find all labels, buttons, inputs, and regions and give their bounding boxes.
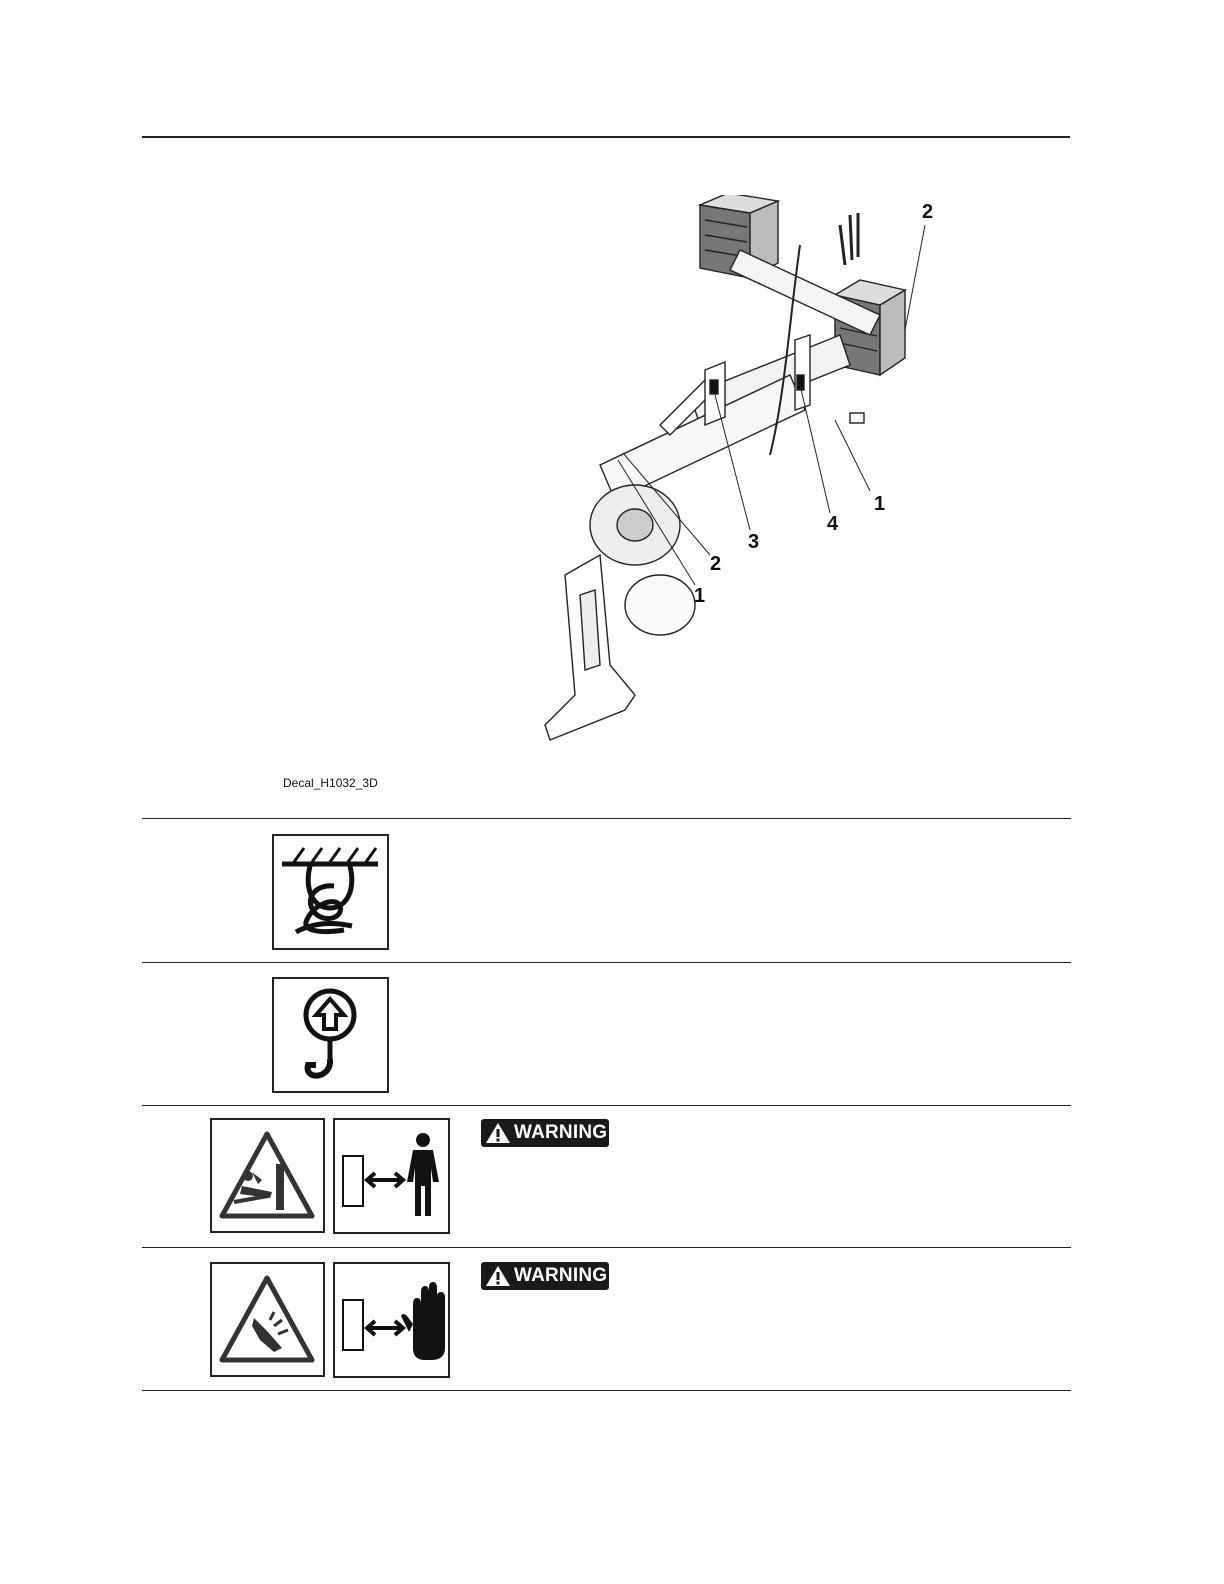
table-divider (142, 818, 1071, 819)
signal-word: WARNING (514, 1122, 608, 1143)
table-divider (142, 1105, 1071, 1106)
lifting-point-icon (272, 977, 389, 1093)
crush-hazard-icon (210, 1118, 325, 1233)
keep-away-person-icon (333, 1118, 450, 1234)
machine-illustration (540, 195, 960, 755)
warning-badge (481, 1119, 609, 1147)
signal-word: WARNING (514, 1265, 608, 1286)
alert-triangle-icon (485, 1265, 511, 1287)
alert-triangle-icon (485, 1122, 511, 1144)
figure-caption: Decal_H1032_3D (283, 776, 378, 790)
table-divider (142, 962, 1071, 963)
callout-label: 2 (710, 553, 722, 575)
keep-hands-away-icon (333, 1262, 450, 1378)
callout-label: 2 (922, 201, 934, 223)
warning-badge (481, 1262, 609, 1290)
callout-label: 1 (694, 585, 706, 607)
table-divider (142, 1247, 1071, 1248)
callout-label: 4 (827, 513, 839, 535)
callout-label: 1 (874, 493, 886, 515)
table-divider (142, 1390, 1071, 1391)
tie-down-point-icon (272, 834, 389, 950)
header-rule (142, 136, 1070, 138)
callout-label: 3 (748, 531, 760, 553)
pinch-hazard-icon (210, 1262, 325, 1377)
